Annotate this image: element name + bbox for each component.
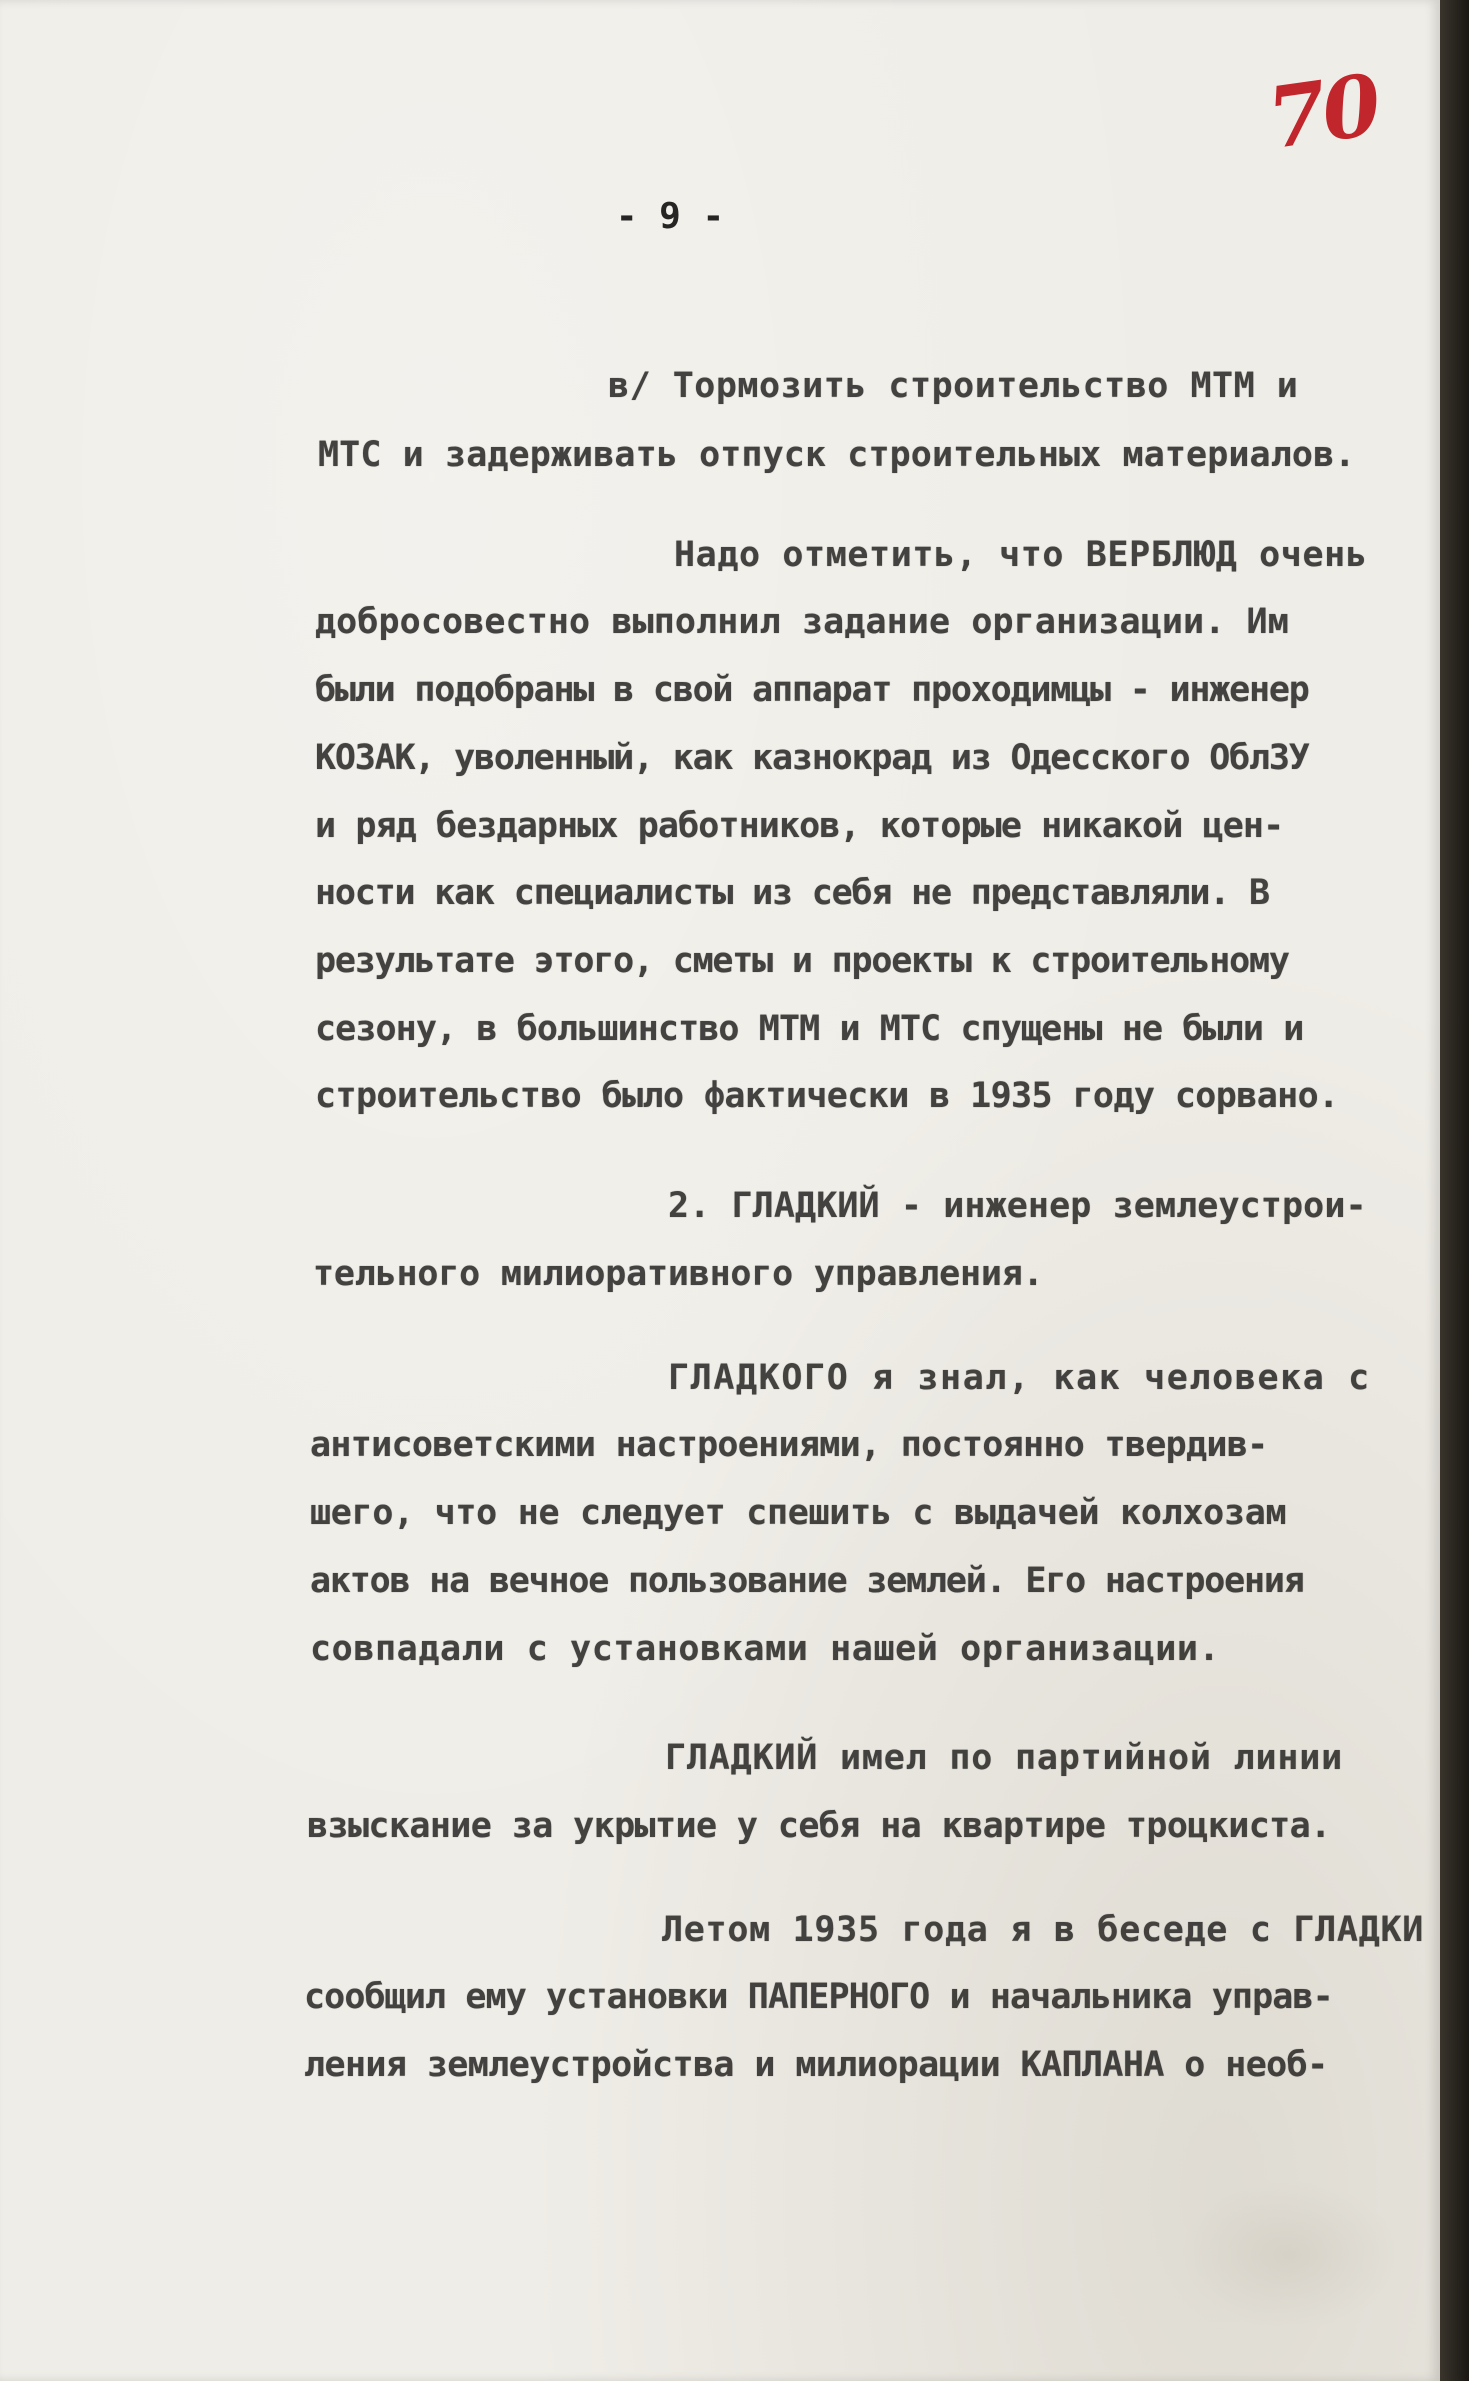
text-line: антисоветскими настроениями, постоянно твердив- (310, 1425, 1268, 1465)
text-line: ГЛАДКОГО я знал, как человека с (668, 1358, 1371, 1398)
text-line: добросовестно выполнил задание организации. Им (315, 602, 1289, 642)
text-line: результате этого, сметы и проекты к строительному (315, 941, 1289, 981)
folio-number: 70 (1261, 54, 1384, 169)
text-line: Надо отметить, что ВЕРБЛЮД очень (674, 535, 1368, 575)
text-line: строительство было фактически в 1935 году сорвано. (315, 1076, 1339, 1116)
text-line: МТС и задерживать отпуск строительных материалов. (318, 435, 1356, 475)
text-line: ГЛАДКИЙ имел по партийной линии (665, 1738, 1344, 1778)
text-line: сообщил ему установки ПАПЕРНОГО и начальника управ- (304, 1977, 1333, 2017)
text-line: совпадали с установками нашей организации. (310, 1629, 1221, 1669)
text-line: шего, что не следует спешить с выдачей колхозам (310, 1493, 1287, 1533)
text-line: были подобраны в свой аппарат проходимцы - инженер (315, 670, 1309, 710)
text-line: актов на вечное пользование землей. Его настроения (310, 1561, 1304, 1601)
text-line: тельного милиоративного управления. (313, 1254, 1044, 1294)
text-line: Летом 1935 года я в беседе с ГЛАДКИ (662, 1910, 1425, 1950)
paper-stain (1180, 2180, 1400, 2330)
text-line: в/ Тормозить строительство МТМ и (608, 366, 1299, 406)
text-line: взыскание за укрытие у себя на квартире троцкиста. (307, 1806, 1331, 1846)
text-line: сезону, в большинство МТМ и МТС спущены не были и (315, 1009, 1304, 1049)
text-line: КОЗАК, уволенный, как казнокрад из Одесского ОблЗУ (315, 738, 1309, 778)
page-number: - 9 - (615, 196, 725, 237)
text-line: 2. ГЛАДКИЙ - инженер землеустрои- (668, 1186, 1367, 1226)
text-line: ности как специалисты из себя не представляли. В (315, 873, 1269, 913)
text-line: и ряд бездарных работников, которые никакой цен- (315, 806, 1284, 846)
scan-border (1440, 0, 1469, 2381)
text-line: ления землеустройства и милиорации КАПЛАНА о необ- (304, 2045, 1328, 2085)
